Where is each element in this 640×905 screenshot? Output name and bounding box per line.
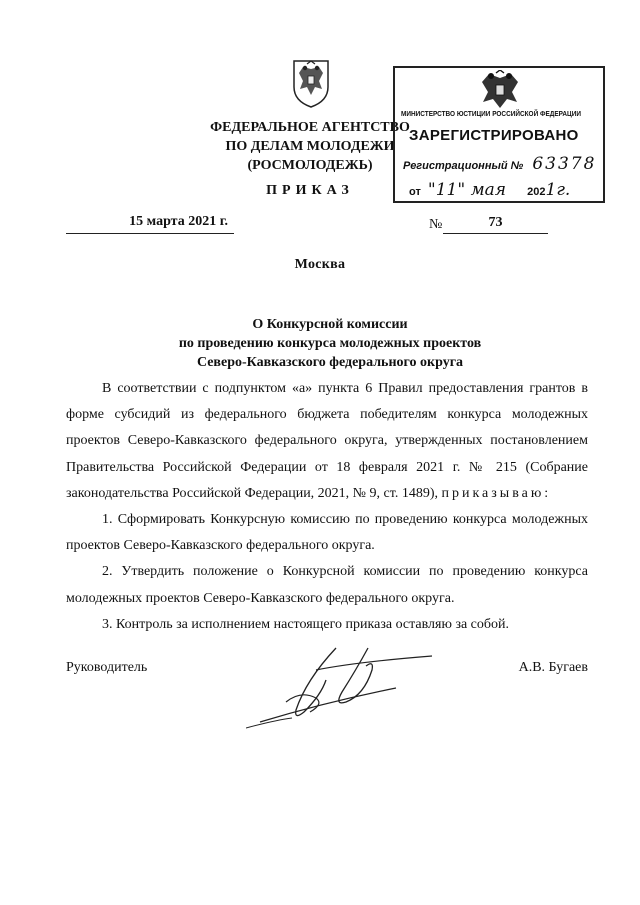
stamp-year-printed: 202 (527, 186, 546, 198)
signatory-title: Руководитель (66, 660, 148, 675)
agency-name (205, 118, 415, 175)
stamp-year-handwritten: 1г. (545, 180, 571, 200)
registration-stamp (393, 66, 605, 203)
handwritten-signature (246, 640, 436, 735)
stamp-registered: ЗАРЕГИСТРИРОВАНО (409, 127, 579, 144)
subject-line2: по проведению конкурса молодежных проектов (178, 336, 482, 351)
item-3: 3. Контроль за исполнением настоящего приказа оставляю за собой. (102, 616, 510, 632)
order-number: 73 (488, 215, 503, 230)
order-city: Москва (294, 257, 346, 272)
agency-line1: ФЕДЕРАЛЬНОЕ АГЕНТСТВО (210, 120, 410, 135)
preamble-paragraph (66, 376, 588, 507)
stamp-emblem-icon (477, 70, 523, 115)
subject-line3: Северо-Кавказского федерального округа (196, 355, 464, 370)
item-2: 2. Утвердить положение о Конкурсной комиссии по проведению конкурса молодежных проектов Северо-Кавказского федерального округа. (66, 564, 588, 606)
date-underline (66, 233, 234, 234)
preamble-text: В соответствии с подпунктом «а» пункта 6 Правил предоставления грантов в форме субсидий из федерального бюджета победителям конкурса молодежных проектов Северо-Кавказского федерального округа, утвержденных постановлением Правительства Российской Федерации от 18 февраля 2021 г. № 215 (Собрание законодательства Российской Федерации, 2021, № 9, ст. 1489), (66, 381, 588, 501)
document-type: ПРИКАЗ (266, 183, 354, 198)
stamp-reg-line (403, 154, 596, 174)
number-underline (443, 233, 548, 234)
agency-line3: (РОСМОЛОДЕЖЬ) (247, 158, 373, 173)
order-number-sign: № (429, 217, 443, 232)
subject-line1: О Конкурсной комиссии (252, 317, 408, 332)
stamp-date-handwritten: "11" мая (427, 180, 507, 200)
coat-of-arms-icon (290, 57, 332, 114)
order-body (66, 376, 588, 638)
agency-line2: ПО ДЕЛАМ МОЛОДЕЖИ (225, 139, 395, 154)
stamp-reg-number: 63378 (532, 154, 597, 174)
order-date: 15 марта 2021 г. (129, 214, 228, 229)
signatory-name: А.В. Бугаев (518, 660, 588, 675)
stamp-date-line (409, 180, 570, 200)
stamp-ministry: МИНИСТЕРСТВО ЮСТИЦИИ РОССИЙСКОЙ ФЕДЕРАЦИИ (401, 111, 582, 118)
stamp-date-prefix: от (409, 186, 421, 198)
order-subject (100, 315, 560, 372)
item-1: 1. Сформировать Конкурсную комиссию по проведению конкурса молодежных проектов Северо-Кавказского федерального округа. (66, 512, 588, 554)
decree-word: приказываю: (441, 485, 552, 501)
stamp-reg-label: Регистрационный № (403, 160, 524, 172)
